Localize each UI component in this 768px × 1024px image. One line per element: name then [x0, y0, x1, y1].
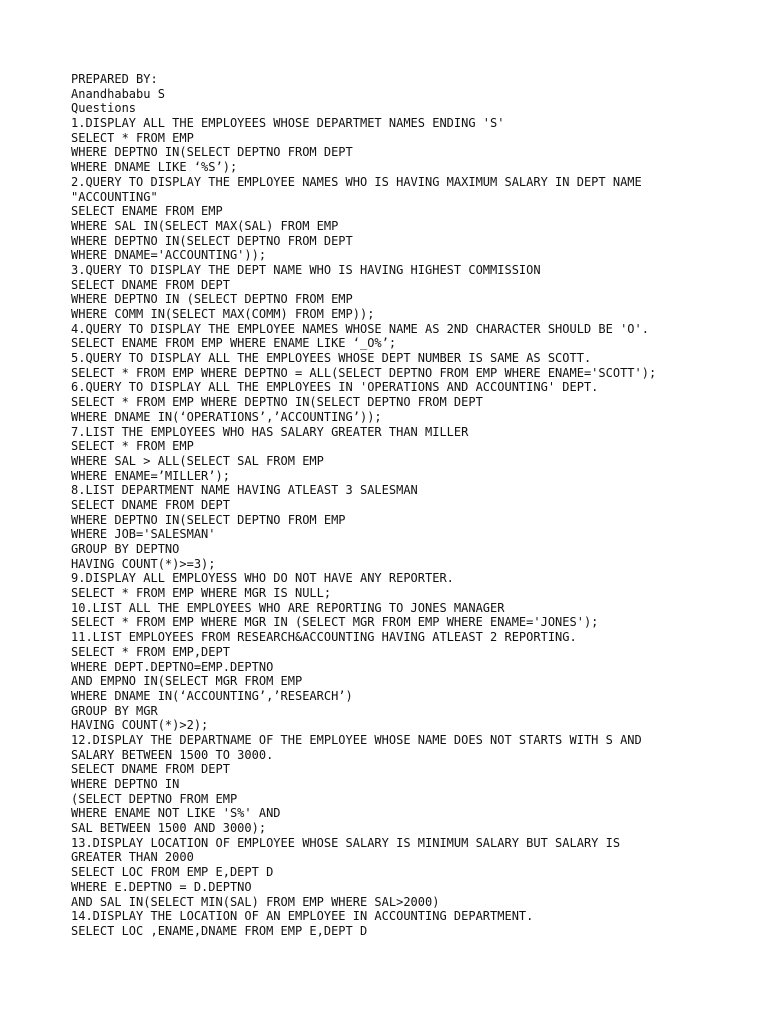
document-line: 11.LIST EMPLOYEES FROM RESEARCH&ACCOUNTING HAVING ATLEAST 2 REPORTING. — [71, 630, 577, 645]
document-line: AND EMPNO IN(SELECT MGR FROM EMP — [71, 674, 303, 689]
document-line: 12.DISPLAY THE DEPARTNAME OF THE EMPLOYEE WHOSE NAME DOES NOT STARTS WITH S AND — [71, 732, 642, 747]
document-line: GREATER THAN 2000 — [71, 850, 194, 865]
document-line: 3.QUERY TO DISPLAY THE DEPT NAME WHO IS HAVING HIGHEST COMMISSION — [71, 262, 541, 277]
document-line: SELECT DNAME FROM DEPT — [71, 762, 230, 777]
document-line: HAVING COUNT(*)>2); — [71, 718, 209, 733]
document-line: WHERE ENAME NOT LIKE 'S%' AND — [71, 806, 281, 821]
document-line: WHERE DEPTNO IN (SELECT DEPTNO FROM EMP — [71, 292, 353, 307]
document-line: HAVING COUNT(*)>=3); — [71, 556, 216, 571]
document-line: 1.DISPLAY ALL THE EMPLOYEES WHOSE DEPARTMET NAMES ENDING 'S' — [71, 116, 505, 131]
document-line: WHERE SAL IN(SELECT MAX(SAL) FROM EMP — [71, 218, 339, 233]
document-line: SELECT * FROM EMP WHERE DEPTNO IN(SELECT DEPTNO FROM DEPT — [71, 395, 483, 410]
document-line: 4.QUERY TO DISPLAY THE EMPLOYEE NAMES WHOSE NAME AS 2ND CHARACTER SHOULD BE 'O'. — [71, 321, 649, 336]
document-line: SELECT ENAME FROM EMP WHERE ENAME LIKE ‘_O%’; — [71, 336, 397, 351]
document-line: SELECT DNAME FROM DEPT — [71, 497, 230, 512]
document-line: 9.DISPLAY ALL EMPLOYESS WHO DO NOT HAVE ANY REPORTER. — [71, 571, 454, 586]
document-line: GROUP BY DEPTNO — [71, 542, 180, 556]
document-line: WHERE DNAME IN(‘OPERATIONS’,’ACCOUNTING’)); — [71, 409, 382, 424]
document-line: 5.QUERY TO DISPLAY ALL THE EMPLOYEES WHOSE DEPT NUMBER IS SAME AS SCOTT. — [71, 351, 592, 366]
document-line: SELECT LOC ,ENAME,DNAME FROM EMP E,DEPT D — [71, 923, 368, 938]
document-line: SELECT * FROM EMP WHERE MGR IS NULL; — [71, 586, 332, 601]
document-line: SAL BETWEEN 1500 AND 3000); — [71, 821, 267, 836]
document-line: WHERE DEPT.DEPTNO=EMP.DEPTNO — [71, 659, 274, 674]
document-line: SELECT * FROM EMP WHERE MGR IN (SELECT MGR FROM EMP WHERE ENAME='JONES'); — [71, 615, 599, 630]
document-line: WHERE DEPTNO IN(SELECT DEPTNO FROM DEPT — [71, 145, 353, 160]
document-line: SELECT * FROM EMP — [71, 130, 194, 145]
document-line: PREPARED BY: — [71, 72, 158, 86]
document-line: (SELECT DEPTNO FROM EMP — [71, 791, 238, 806]
document-line: SELECT * FROM EMP,DEPT — [71, 644, 230, 659]
document-line: AND SAL IN(SELECT MIN(SAL) FROM EMP WHERE SAL>2000) — [71, 894, 440, 909]
document-line: SELECT DNAME FROM DEPT — [71, 277, 230, 292]
document-line: WHERE DNAME IN(‘ACCOUNTING’,’RESEARCH’) — [71, 688, 353, 703]
document-line: 6.QUERY TO DISPLAY ALL THE EMPLOYEES IN 'OPERATIONS AND ACCOUNTING' DEPT. — [71, 380, 599, 395]
document-line: Anandhababu S — [71, 86, 165, 101]
document-line: WHERE DNAME='ACCOUNTING')); — [71, 248, 267, 263]
document-line: SELECT ENAME FROM EMP — [71, 204, 223, 219]
document-line: WHERE COMM IN(SELECT MAX(COMM) FROM EMP)); — [71, 307, 375, 321]
document-line: WHERE DEPTNO IN(SELECT DEPTNO FROM DEPT — [71, 233, 353, 248]
document-line: GROUP BY MGR — [71, 703, 158, 718]
document-line: 8.LIST DEPARTMENT NAME HAVING ATLEAST 3 SALESMAN — [71, 483, 418, 498]
document-line: SELECT LOC FROM EMP E,DEPT D — [71, 865, 274, 880]
document-line: Questions — [71, 101, 137, 116]
document-line: WHERE SAL > ALL(SELECT SAL FROM EMP — [71, 453, 324, 468]
document-line: 2.QUERY TO DISPLAY THE EMPLOYEE NAMES WHO IS HAVING MAXIMUM SALARY IN DEPT NAME — [71, 174, 642, 189]
document-body — [71, 72, 731, 939]
document-line: SELECT * FROM EMP — [71, 439, 194, 454]
document-line: WHERE DNAME LIKE ‘%S’); — [71, 160, 238, 175]
document-line: 13.DISPLAY LOCATION OF EMPLOYEE WHOSE SALARY IS MINIMUM SALARY BUT SALARY IS — [71, 835, 621, 850]
document-line: WHERE DEPTNO IN(SELECT DEPTNO FROM EMP — [71, 512, 346, 527]
document-line: "ACCOUNTING" — [71, 189, 158, 204]
document-line: 14.DISPLAY THE LOCATION OF AN EMPLOYEE IN ACCOUNTING DEPARTMENT. — [71, 909, 534, 924]
document-line: WHERE DEPTNO IN — [71, 777, 180, 791]
document-line: SALARY BETWEEN 1500 TO 3000. — [71, 747, 274, 762]
document-line: 7.LIST THE EMPLOYEES WHO HAS SALARY GREATER THAN MILLER — [71, 424, 469, 439]
document-line: SELECT * FROM EMP WHERE DEPTNO = ALL(SELECT DEPTNO FROM EMP WHERE ENAME='SCOTT'); — [71, 365, 657, 380]
document-line: WHERE E.DEPTNO = D.DEPTNO — [71, 879, 252, 894]
document-line: WHERE ENAME=’MILLER’); — [71, 468, 230, 483]
document-line: WHERE JOB='SALESMAN' — [71, 527, 216, 542]
document-line: 10.LIST ALL THE EMPLOYEES WHO ARE REPORTING TO JONES MANAGER — [71, 600, 505, 615]
